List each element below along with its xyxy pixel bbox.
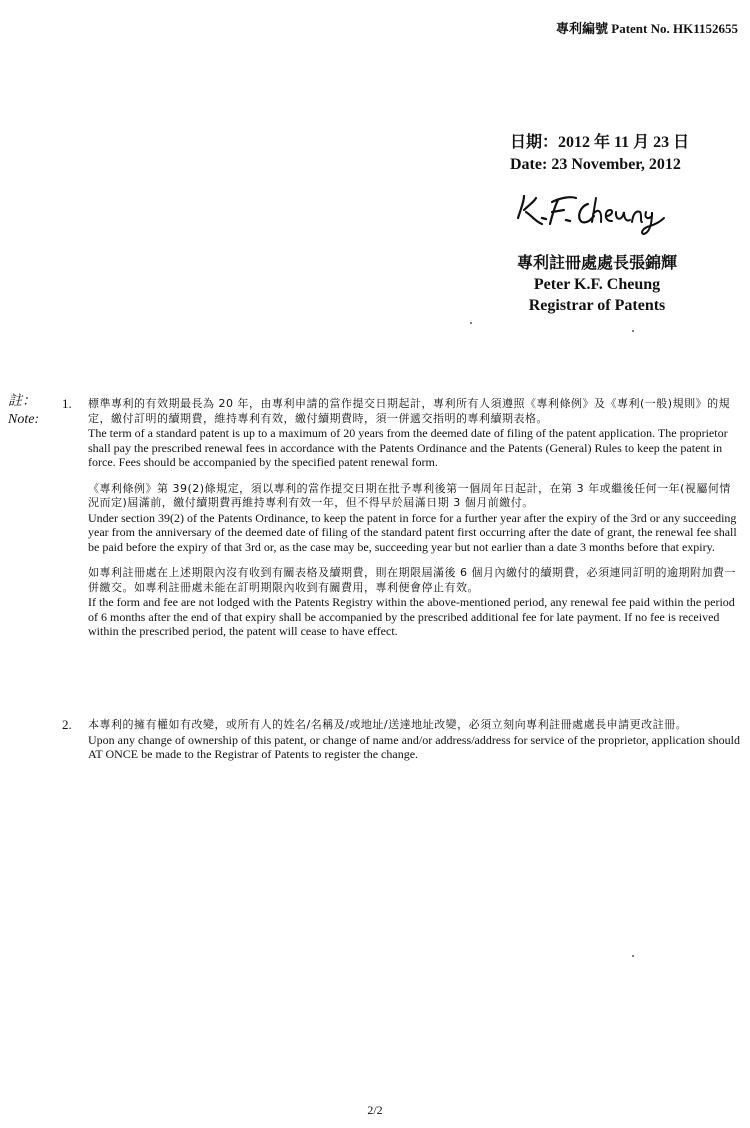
issue-date-zh: 日期：2012 年 11 月 23 日 [510,134,690,151]
scan-speck [632,955,634,957]
note-paragraph [88,397,740,470]
note-number: 1. [62,396,72,411]
registrar-name-zh: 專利註冊處處長張錦輝 [516,255,677,272]
note-text-en: If the form and fee are not lodged with the Patents Registry within the above-mentioned period, any renewal fee paid within the period of 6 months after the end of that expiry shall be accompanied by the prescribed additional fee for late payment. If no fee is received within the prescribed period, the patent will cease to have effect. [88,595,735,638]
note-paragraph [88,566,740,639]
registrar-title: Registrar of Patents [528,297,666,314]
registrar-name-en: Peter K.F. Cheung [533,276,661,293]
note-number: 2. [62,717,72,732]
note-paragraph [88,482,740,555]
page-number: 2/2 [367,1103,383,1117]
registrar-block [512,253,682,316]
notes-label [8,393,39,429]
note-text-zh: 本專利的擁有權如有改變，或所有人的姓名/名稱及/或地址/送達地址改變，必須立刻向專利註冊處處長申請更改註冊。 [88,718,688,731]
issue-date-en: Date: 23 November, 2012 [510,156,681,173]
issue-date-block [510,132,689,176]
note-text-en: Upon any change of ownership of this patent, or change of name and/or address/address for service of the proprietor, application should AT ONCE be made to the Registrar of Patents to register the change. [88,732,740,761]
note-item-1 [62,397,740,651]
notes-label-zh: 註： [8,394,36,409]
scan-speck [632,330,634,332]
registrar-signature [512,188,672,236]
note-text-en: The term of a standard patent is up to a maximum of 20 years from the deemed date of filing of the patent application. The proprietor shall pay the prescribed renewal fees in accordance with the Patents Ordinance and the Patents (General) Rules to keep the patent in force. Fees should be accompanied by the specified patent renewal form. [88,426,728,469]
note-text-zh: 《專利條例》第 39(2)條規定，須以專利的當作提交日期在批予專利後第一個周年日起計，在第 3 年或繼後任何一年(視屬何情況而定)屆滿前，繳付續期費再維持專利有效一年，但不得早於屆滿日期 3 個月前繳付。 [88,481,731,509]
note-item-2 [62,718,740,774]
patent-number: 專利編號 Patent No. HK1152655 [556,21,738,36]
note-paragraph [88,718,740,762]
note-text-zh: 如專利註冊處在上述期限內沒有收到有關表格及續期費，則在期限屆滿後 6 個月內繳付的續期費，必須連同訂明的逾期附加費一併繳交。如專利註冊處未能在訂明期限內收到有關費用，專利便會停止有效。 [88,566,736,594]
note-text-zh: 標準專利的有效期最長為 20 年，由專利申請的當作提交日期起計，專利所有人須遵照《專利條例》及《專利(一般)規則》的規定，繳付訂明的續期費，維持專利有效，繳付續期費時，須一併遞交指明的專利續期表格。 [88,397,731,425]
notes-label-en: Note: [8,412,40,427]
note-text-en: Under section 39(2) of the Patents Ordinance, to keep the patent in force for a further year after the expiry of the 3rd or any succeeding year from the anniversary of the deemed date of filing of the standard patent first occurring after the date of grant, the renewal fee shall be paid before the expiry of that 3rd or, as the case may be, succeeding year but not earlier than a date 3 months before that expiry. [88,510,737,554]
scan-speck [470,322,472,324]
